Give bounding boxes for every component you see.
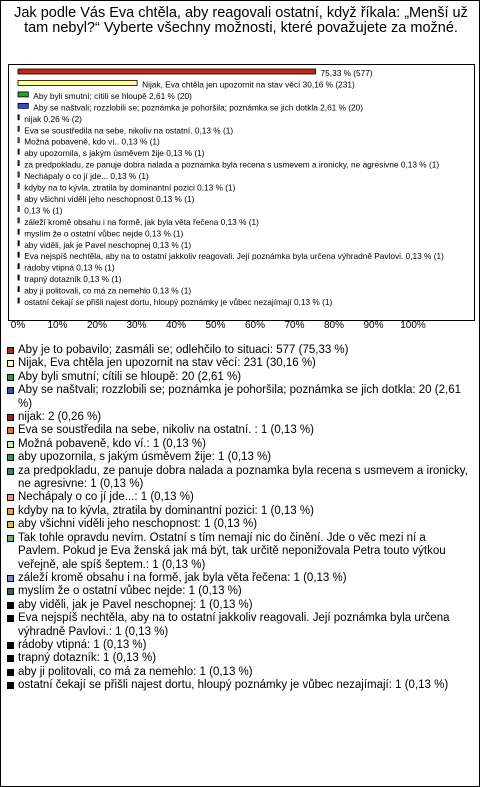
legend-swatch [7, 642, 14, 649]
x-axis [0, 320, 480, 336]
legend-swatch [7, 535, 14, 542]
legend [5, 344, 470, 693]
x-tick-label: 100% [400, 320, 426, 331]
legend-item [5, 344, 470, 357]
bar-label-5: nijak 0,26 % (2) [24, 113, 82, 124]
legend-label: kdyby na to kývla, ztratila by dominantní pozici: 1 (0,13 %) [18, 504, 314, 517]
legend-swatch [7, 521, 14, 528]
bar-2 [18, 80, 137, 85]
legend-item [5, 679, 470, 692]
bar-label-7: Možná pobaveně, kdo ví.. 0,13 % (1) [24, 136, 160, 147]
legend-item [5, 532, 470, 572]
bar-13 [18, 206, 19, 211]
legend-swatch [7, 468, 14, 475]
legend-swatch [7, 454, 14, 461]
bar-5 [18, 115, 19, 120]
x-tick-label: 0% [10, 320, 26, 331]
chart-title: Jak podle Vás Eva chtěla, aby reagovali ostatní, když říkala: „Menší už tam nebyl?“ Vyberte všechny možnosti, které považujete za možné. [14, 5, 468, 36]
legend-swatch [7, 494, 14, 501]
legend-label: Tak tohle opravdu nevím. Ostatní s tím nemají nic do činění. Jde o věc mezi ní a Pavlem. Pokud je Eva ženská jak má být, tak určitě neponižovala Petra touto výtkou veřejně, ale spíš šeptem.: 1 (0,13 %) [18, 531, 446, 571]
bar-label-8: aby upozornila, s jakým úsměvem žije 0,13 % (1) [24, 148, 205, 159]
bar-10 [18, 172, 19, 177]
legend-item [5, 451, 470, 464]
legend-item [5, 612, 470, 639]
legend-item [5, 572, 470, 585]
legend-label: Aby je to pobavilo; zasmáli se; odlehčilo to situaci: 577 (75,33 %) [18, 344, 349, 356]
bar-label-18: rádoby vtipná 0,13 % (1) [24, 262, 115, 273]
bar-19 [18, 275, 19, 280]
bar-label-17: Eva nejspíš nechtěla, aby na to ostatní jakkoliv reagovali. Její poznámka byla určena výhradně Pavlovi. 0,13 % (1) [24, 251, 444, 262]
legend-swatch [7, 441, 14, 448]
bar-20 [18, 287, 19, 292]
legend-label: aby upozornila, s jakým úsměvem žije: 1 (0,13 %) [18, 451, 272, 464]
bar-1 [18, 69, 316, 74]
legend-item [5, 505, 470, 518]
bar-14 [18, 218, 19, 223]
legend-item [5, 599, 470, 612]
legend-label: Nechápaly o co jí jde...: 1 (0,13 %) [18, 491, 194, 504]
bar-label-2: Nijak, Eva chtěla jen upozornit na stav věcí 30,16 % (231) [142, 79, 355, 90]
plot-area [8, 64, 475, 321]
legend-swatch [7, 347, 14, 354]
bar-label-9: za predpokladu, ze panuje dobra nalada a poznamka byla recena s usmevem a ironicky, ne agresivne 0,13 % (1) [24, 159, 440, 170]
legend-item [5, 424, 470, 437]
x-tick-label: 60% [244, 320, 266, 331]
legend-label: rádoby vtipná: 1 (0,13 %) [18, 638, 147, 651]
legend-item [5, 411, 470, 424]
legend-label: záleží kromě obsahu i na formě, jak byla věta řečena: 1 (0,13 %) [18, 571, 347, 584]
legend-item [5, 438, 470, 451]
legend-label: ostatní čekají se přišli najest dortu, hloupý poznámky je vůbec nezajímají: 1 (0,13 %) [18, 679, 449, 692]
legend-label: aby všichni viděli jeho neschopnost: 1 (0,13 %) [18, 518, 258, 531]
bar-7 [18, 138, 19, 143]
legend-label: za predpokladu, ze panuje dobra nalada a poznamka byla recena s usmevem a ironicky, ne agresivne: 1 (0,13 %) [18, 464, 468, 491]
bar-15 [18, 229, 19, 234]
bar-21 [18, 298, 19, 303]
legend-item [5, 357, 470, 370]
legend-swatch [7, 360, 14, 367]
legend-swatch [7, 414, 14, 421]
bar-label-10: Nechápaly o co jí jde... 0,13 % (1) [24, 171, 149, 182]
legend-swatch [7, 602, 14, 609]
bar-label-4: Aby se naštvali; rozzlobili se; poznámka je pohoršila; poznámka se jich dotkla 2,61 % (20) [33, 102, 364, 113]
bar-4 [18, 103, 28, 108]
bar-label-12: aby všichni viděli jeho neschopnost 0,13 % (1) [24, 193, 195, 204]
bar-16 [18, 241, 19, 246]
bar-label-16: aby viděli, jak je Pavel neschopnej 0,13 % (1) [24, 239, 192, 250]
legend-item [5, 666, 470, 679]
x-tick-label: 10% [47, 320, 68, 331]
bar-label-13: 0,13 % (1) [24, 205, 63, 216]
bar-12 [18, 195, 19, 200]
legend-swatch [7, 669, 14, 676]
bar-label-6: Eva se soustředila na sebe, nikoliv na ostatní. 0,13 % (1) [24, 125, 234, 136]
legend-label: aby viděli, jak je Pavel neschopnej: 1 (0,13 %) [18, 598, 253, 611]
bar-18 [18, 264, 19, 269]
legend-swatch [7, 655, 14, 662]
bar-8 [18, 149, 19, 154]
legend-label: trapný dotazník: 1 (0,13 %) [18, 652, 157, 665]
bar-17 [18, 252, 19, 257]
bar-11 [18, 184, 19, 189]
legend-label: Eva se soustředila na sebe, nikoliv na ostatní. : 1 (0,13 %) [18, 424, 314, 437]
x-tick-label: 30% [126, 320, 147, 331]
legend-swatch [7, 374, 14, 381]
bar-label-11: kdyby na to kývla, ztratila by dominantní pozici 0,13 % (1) [24, 182, 236, 193]
legend-label: Aby byli smutní; cítili se hloupě: 20 (2,61 %) [18, 370, 242, 383]
bar-9 [18, 161, 19, 166]
bar-label-15: myslím že o ostatní vůbec nejde 0,13 % (1) [24, 228, 184, 239]
legend-label: aby ji politovali, co má za nemehlo: 1 (0,13 %) [18, 665, 253, 678]
legend-item [5, 652, 470, 665]
legend-label: Eva nejspíš nechtěla, aby na to ostatní jakkoliv reagovali. Její poznámka byla určena výhradně Pavlovi.: 1 (0,13 %) [18, 612, 450, 638]
legend-item [5, 518, 470, 531]
legend-swatch [7, 387, 14, 394]
legend-swatch [7, 508, 14, 515]
legend-label: Aby se naštvali; rozzlobili se; poznámka je pohoršila; poznámka se jich dotkla: 20 (2,61 %) [18, 384, 461, 410]
bar-label-14: záleží kromě obsahu i na formě, jak byla věta řečena 0,13 % (1) [24, 216, 259, 227]
x-tick-label: 50% [205, 320, 226, 331]
legend-item [5, 639, 470, 652]
legend-label: Nijak, Eva chtěla jen upozornit na stav věcí: 231 (30,16 %) [18, 357, 316, 370]
bar-label-20: aby ji politovali, co má za nemehlo 0,13 % (1) [24, 285, 192, 296]
legend-item [5, 585, 470, 598]
legend-swatch [7, 682, 14, 689]
x-tick-label: 40% [165, 320, 187, 331]
legend-swatch [7, 427, 14, 434]
bar-6 [18, 126, 19, 131]
legend-swatch [7, 575, 14, 582]
bar-label-1: 75,33 % (577) [320, 68, 373, 78]
legend-label: nijak: 2 (0,26 %) [18, 411, 102, 424]
legend-item [5, 371, 470, 384]
bar-label-3: Aby byli smutní; cítili se hloupě 2,61 % (20) [33, 90, 192, 101]
bar-3 [18, 92, 28, 97]
legend-item [5, 491, 470, 504]
legend-item [5, 465, 470, 492]
x-tick-label: 80% [323, 320, 345, 331]
x-tick-label: 70% [284, 320, 305, 331]
x-tick-label: 20% [86, 320, 108, 331]
x-tick-label: 90% [363, 320, 384, 331]
legend-label: Možná pobaveně, kdo ví.: 1 (0,13 %) [18, 437, 206, 450]
legend-swatch [7, 588, 14, 595]
legend-item [5, 384, 470, 411]
bar-chart [9, 65, 474, 320]
legend-label: myslím že o ostatní vůbec nejde: 1 (0,13 %) [18, 585, 242, 598]
legend-swatch [7, 615, 14, 622]
bar-label-21: ostatní čekají se přišli najest dortu, hloupý poznámky je vůbec nezajímají 0,13 % (1) [24, 297, 333, 307]
bar-label-19: trapný dotazník 0,13 % (1) [24, 274, 122, 285]
